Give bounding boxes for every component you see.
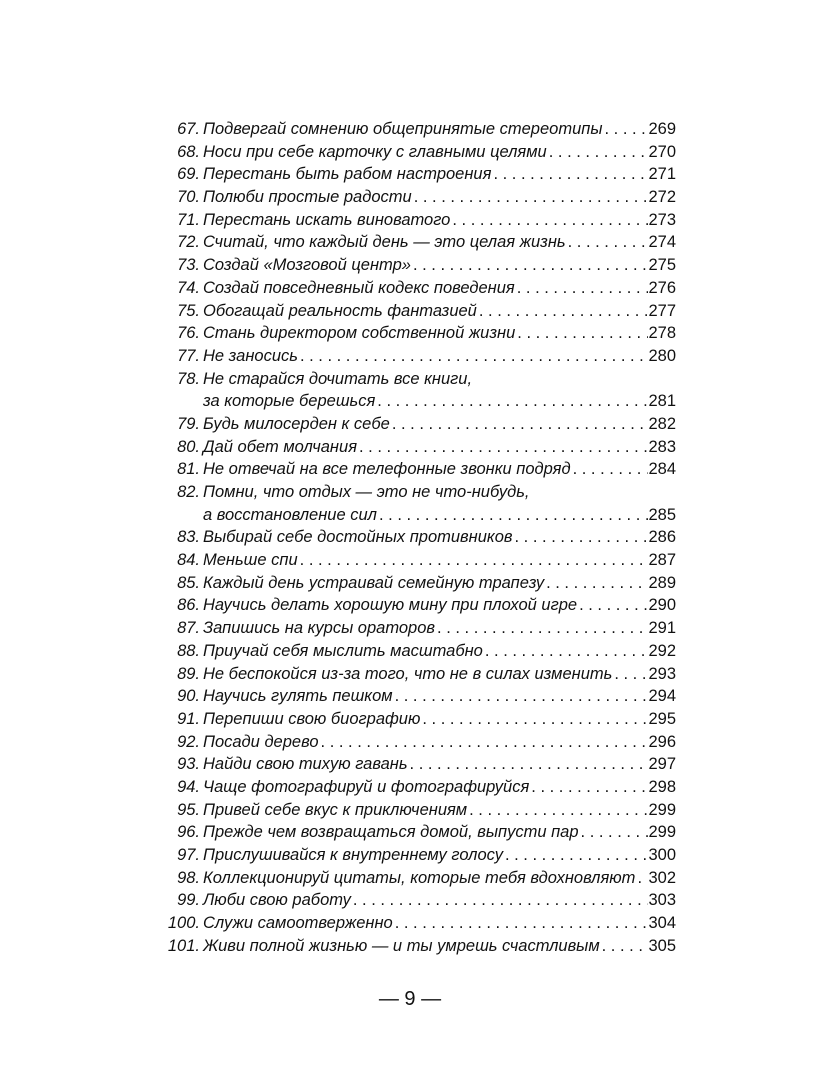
toc-entry-page: 296 [648, 732, 676, 751]
dot-leader [408, 753, 648, 776]
toc-entry-page: 271 [648, 165, 676, 184]
toc-entry-title: Стань директором собственной жизни [203, 324, 516, 343]
toc-entry [148, 413, 676, 436]
toc-entry-title: Коллекционируй цитаты, которые тебя вдохновляют [203, 868, 636, 887]
dot-leader [357, 436, 648, 459]
toc-entry-number: 83. [177, 528, 200, 547]
toc-entry [148, 163, 676, 186]
toc-entry [148, 458, 676, 481]
toc-entry-page: 302 [648, 868, 676, 887]
toc-entry-title: Создай повседневный кодекс поведения [203, 278, 515, 297]
toc-entry-title: Дай обет молчания [203, 437, 358, 456]
dot-leader [298, 345, 648, 368]
toc-entry [148, 300, 676, 323]
toc-entry-number: 101. [167, 936, 200, 955]
toc-entry-page: 305 [648, 936, 676, 955]
toc-entry [148, 118, 676, 141]
toc-entry-page: 295 [648, 709, 676, 728]
toc-entry-title: а восстановление сил [203, 505, 377, 524]
toc-entry-page: 270 [648, 142, 676, 161]
toc-entry-page: 275 [648, 256, 676, 275]
toc-entry-page: 304 [648, 914, 676, 933]
toc-entry-number: 80. [177, 437, 200, 456]
toc-entry-page: 280 [648, 346, 676, 365]
toc-entry-number: 84. [177, 551, 200, 570]
toc-entry-number: 78. [177, 369, 200, 388]
toc-entry-number: 81. [177, 460, 200, 479]
toc-entry-number: 70. [177, 188, 200, 207]
toc-entry [148, 277, 676, 300]
toc-entry-title: Приучай себя мыслить масштабно [203, 641, 483, 660]
dot-leader [393, 685, 648, 708]
toc-entry [148, 549, 676, 572]
page-number: — 9 — [378, 988, 442, 1010]
toc-entry-number: 96. [177, 823, 200, 842]
toc-entry-title: Научись гулять пешком [203, 687, 393, 706]
toc-entry-title: Создай «Мозговой центр» [203, 256, 411, 275]
toc-entry-number: 94. [177, 777, 200, 796]
toc-entry-page: 290 [648, 596, 676, 615]
toc-entry-number: 88. [177, 641, 200, 660]
toc-entry [148, 322, 676, 345]
toc-entry-title: Найди свою тихую гавань [203, 755, 408, 774]
toc-entry-title: за которые берешься [203, 392, 376, 411]
toc-entry-page: 285 [648, 505, 676, 524]
toc-entry-title: Перепиши свою биографию [203, 709, 421, 728]
dot-leader [491, 163, 648, 186]
toc-entry-page: 293 [648, 664, 676, 683]
toc-entry-title: Будь милосерден к себе [203, 414, 390, 433]
dot-leader [515, 277, 648, 300]
toc-entry-title: Служи самоотверженно [203, 914, 393, 933]
toc-entry-title: Считай, что каждый день — это целая жизнь [203, 233, 566, 252]
toc-entry-number: 67. [177, 120, 200, 138]
toc-entry-title: Выбирай себе достойных противников [203, 528, 513, 547]
dot-leader [515, 322, 648, 345]
toc-entry-title: Носи при себе карточку с главными целями [203, 142, 547, 161]
toc-entry [148, 231, 676, 254]
toc-entry-number: 74. [177, 278, 200, 297]
toc-entry-title: Посади дерево [203, 732, 319, 751]
toc-entry-title: Привей себе вкус к приключениям [203, 800, 468, 819]
dot-leader [420, 708, 648, 731]
toc-entry-page: 269 [648, 120, 676, 138]
dot-leader [483, 640, 648, 663]
toc-entry [148, 844, 676, 867]
toc-entry [148, 186, 676, 209]
toc-entry-number: 85. [177, 573, 200, 592]
toc-entry-page: 287 [648, 551, 676, 570]
toc-entry-title: Подвергай сомнению общепринятые стереотипы [203, 120, 603, 138]
toc-entry [148, 209, 676, 232]
toc-entry-title-line1: Не старайся дочитать все книги, [203, 369, 473, 388]
toc-entry-title: Каждый день устраивай семейную трапезу [203, 573, 545, 592]
toc-entry-title: Не отвечай на все телефонные звонки подряд [203, 460, 571, 479]
toc-entry [148, 708, 676, 731]
dot-leader [435, 617, 648, 640]
toc-entry-title: Научись делать хорошую мину при плохой игре [203, 596, 578, 615]
toc-entry-page: 277 [648, 301, 676, 320]
toc-entry-page: 299 [648, 800, 676, 819]
toc-entry-page: 289 [648, 573, 676, 592]
dot-leader [390, 413, 648, 436]
dot-leader [571, 458, 648, 481]
toc-entry-page: 292 [648, 641, 676, 660]
toc-entry-title: Живи полной жизнью — и ты умрешь счастливым [203, 936, 600, 955]
dot-leader [612, 663, 648, 686]
toc-entry-page: 278 [648, 324, 676, 343]
toc-entry-title-line1: Помни, что отдых — это не что-нибудь, [203, 483, 530, 502]
dot-leader [467, 799, 648, 822]
dot-leader [547, 141, 648, 164]
toc-entry [148, 753, 676, 776]
toc-entry-page: 273 [648, 210, 676, 229]
toc-entry [148, 640, 676, 663]
dot-leader [635, 867, 648, 890]
toc-entry-number: 95. [177, 800, 200, 819]
toc-entry-page: 282 [648, 414, 676, 433]
toc-entry-page: 286 [648, 528, 676, 547]
toc-entry [148, 526, 676, 549]
toc-entry-number: 89. [177, 664, 200, 683]
toc-entry-number: 75. [177, 301, 200, 320]
toc-entry-title: Прежде чем возвращаться домой, выпусти пар [203, 823, 579, 842]
toc-entry-number: 69. [177, 165, 200, 184]
toc-entry-title: Меньше спи [203, 551, 298, 570]
toc-entry [148, 594, 676, 617]
toc-entry [148, 912, 676, 935]
toc-entry [148, 254, 676, 277]
toc-entry [148, 821, 676, 844]
toc-entry [148, 572, 676, 595]
dot-leader [503, 844, 648, 867]
toc-entry-title: Прислушивайся к внутреннему голосу [203, 846, 503, 865]
toc-entry-number: 93. [177, 755, 200, 774]
toc-entry [148, 799, 676, 822]
toc-entry-number: 99. [177, 891, 200, 910]
toc-entry-page: 281 [648, 392, 676, 411]
dot-leader [513, 526, 648, 549]
toc-entry-page: 272 [648, 188, 676, 207]
toc-entry-number: 71. [177, 210, 200, 229]
toc-entry-title: Не беспокойся из-за того, что не в силах изменить [203, 664, 613, 683]
toc-entry-title: Чаще фотографируй и фотографируйся [203, 777, 530, 796]
toc-entry [148, 731, 676, 754]
toc-entry-number: 87. [177, 619, 200, 638]
toc-entry [148, 867, 676, 890]
toc-entry-number: 86. [177, 596, 200, 615]
toc-entry-page: 284 [648, 460, 676, 479]
toc-entry [148, 141, 676, 164]
toc-entry-page: 294 [648, 687, 676, 706]
dot-leader [351, 889, 648, 912]
table-of-contents [148, 118, 676, 957]
dot-leader [412, 186, 648, 209]
toc-entry [148, 889, 676, 912]
dot-leader [566, 231, 648, 254]
toc-entry-page: 291 [648, 619, 676, 638]
toc-entry-page: 300 [648, 846, 676, 865]
toc-entry [148, 617, 676, 640]
toc-entry [148, 345, 676, 368]
dot-leader [319, 731, 648, 754]
toc-entry [148, 368, 676, 413]
toc-entry-number: 68. [177, 142, 200, 161]
toc-entry-number: 100. [167, 914, 200, 933]
toc-entry-number: 91. [177, 709, 200, 728]
dot-leader [579, 821, 648, 844]
dot-leader [298, 549, 648, 572]
dot-leader [577, 594, 648, 617]
toc-entry-page: 274 [648, 233, 676, 252]
toc-entry-number: 72. [177, 233, 200, 252]
toc-entry-title: Полюби простые радости [203, 188, 412, 207]
toc-entry [148, 481, 676, 526]
toc-entry-title: Люби свою работу [203, 891, 351, 910]
toc-entry-page: 298 [648, 777, 676, 796]
toc-entry [148, 935, 676, 958]
dot-leader [377, 504, 648, 527]
toc-entry-title: Не заносись [203, 346, 298, 365]
toc-entry-title: Перестань быть рабом настроения [203, 165, 492, 184]
toc-entry-page: 299 [648, 823, 676, 842]
dot-leader [375, 390, 648, 413]
dot-leader [529, 776, 648, 799]
toc-entry-page: 303 [648, 891, 676, 910]
dot-leader [600, 935, 648, 958]
dot-leader [602, 118, 648, 141]
toc-entry-number: 76. [177, 324, 200, 343]
toc-entry-number: 90. [177, 687, 200, 706]
toc-entry-title: Обогащай реальность фантазией [203, 301, 477, 320]
dot-leader [544, 572, 648, 595]
toc-entry [148, 685, 676, 708]
toc-entry-number: 97. [177, 846, 200, 865]
dot-leader [477, 300, 648, 323]
toc-entry [148, 436, 676, 459]
toc-entry-number: 79. [177, 414, 200, 433]
dot-leader [393, 912, 648, 935]
toc-entry [148, 776, 676, 799]
toc-entry-page: 297 [648, 755, 676, 774]
toc-entry-title: Запишись на курсы ораторов [203, 619, 436, 638]
toc-entry-number: 77. [177, 346, 200, 365]
toc-entry-page: 276 [648, 278, 676, 297]
toc-entry-number: 92. [177, 732, 200, 751]
toc-entry-page: 283 [648, 437, 676, 456]
toc-entry-number: 82. [177, 483, 200, 502]
toc-entry-number: 73. [177, 256, 200, 275]
dot-leader [450, 209, 648, 232]
dot-leader [411, 254, 648, 277]
toc-entry-title: Перестань искать виноватого [203, 210, 451, 229]
toc-entry-number: 98. [177, 868, 200, 887]
toc-entry [148, 663, 676, 686]
